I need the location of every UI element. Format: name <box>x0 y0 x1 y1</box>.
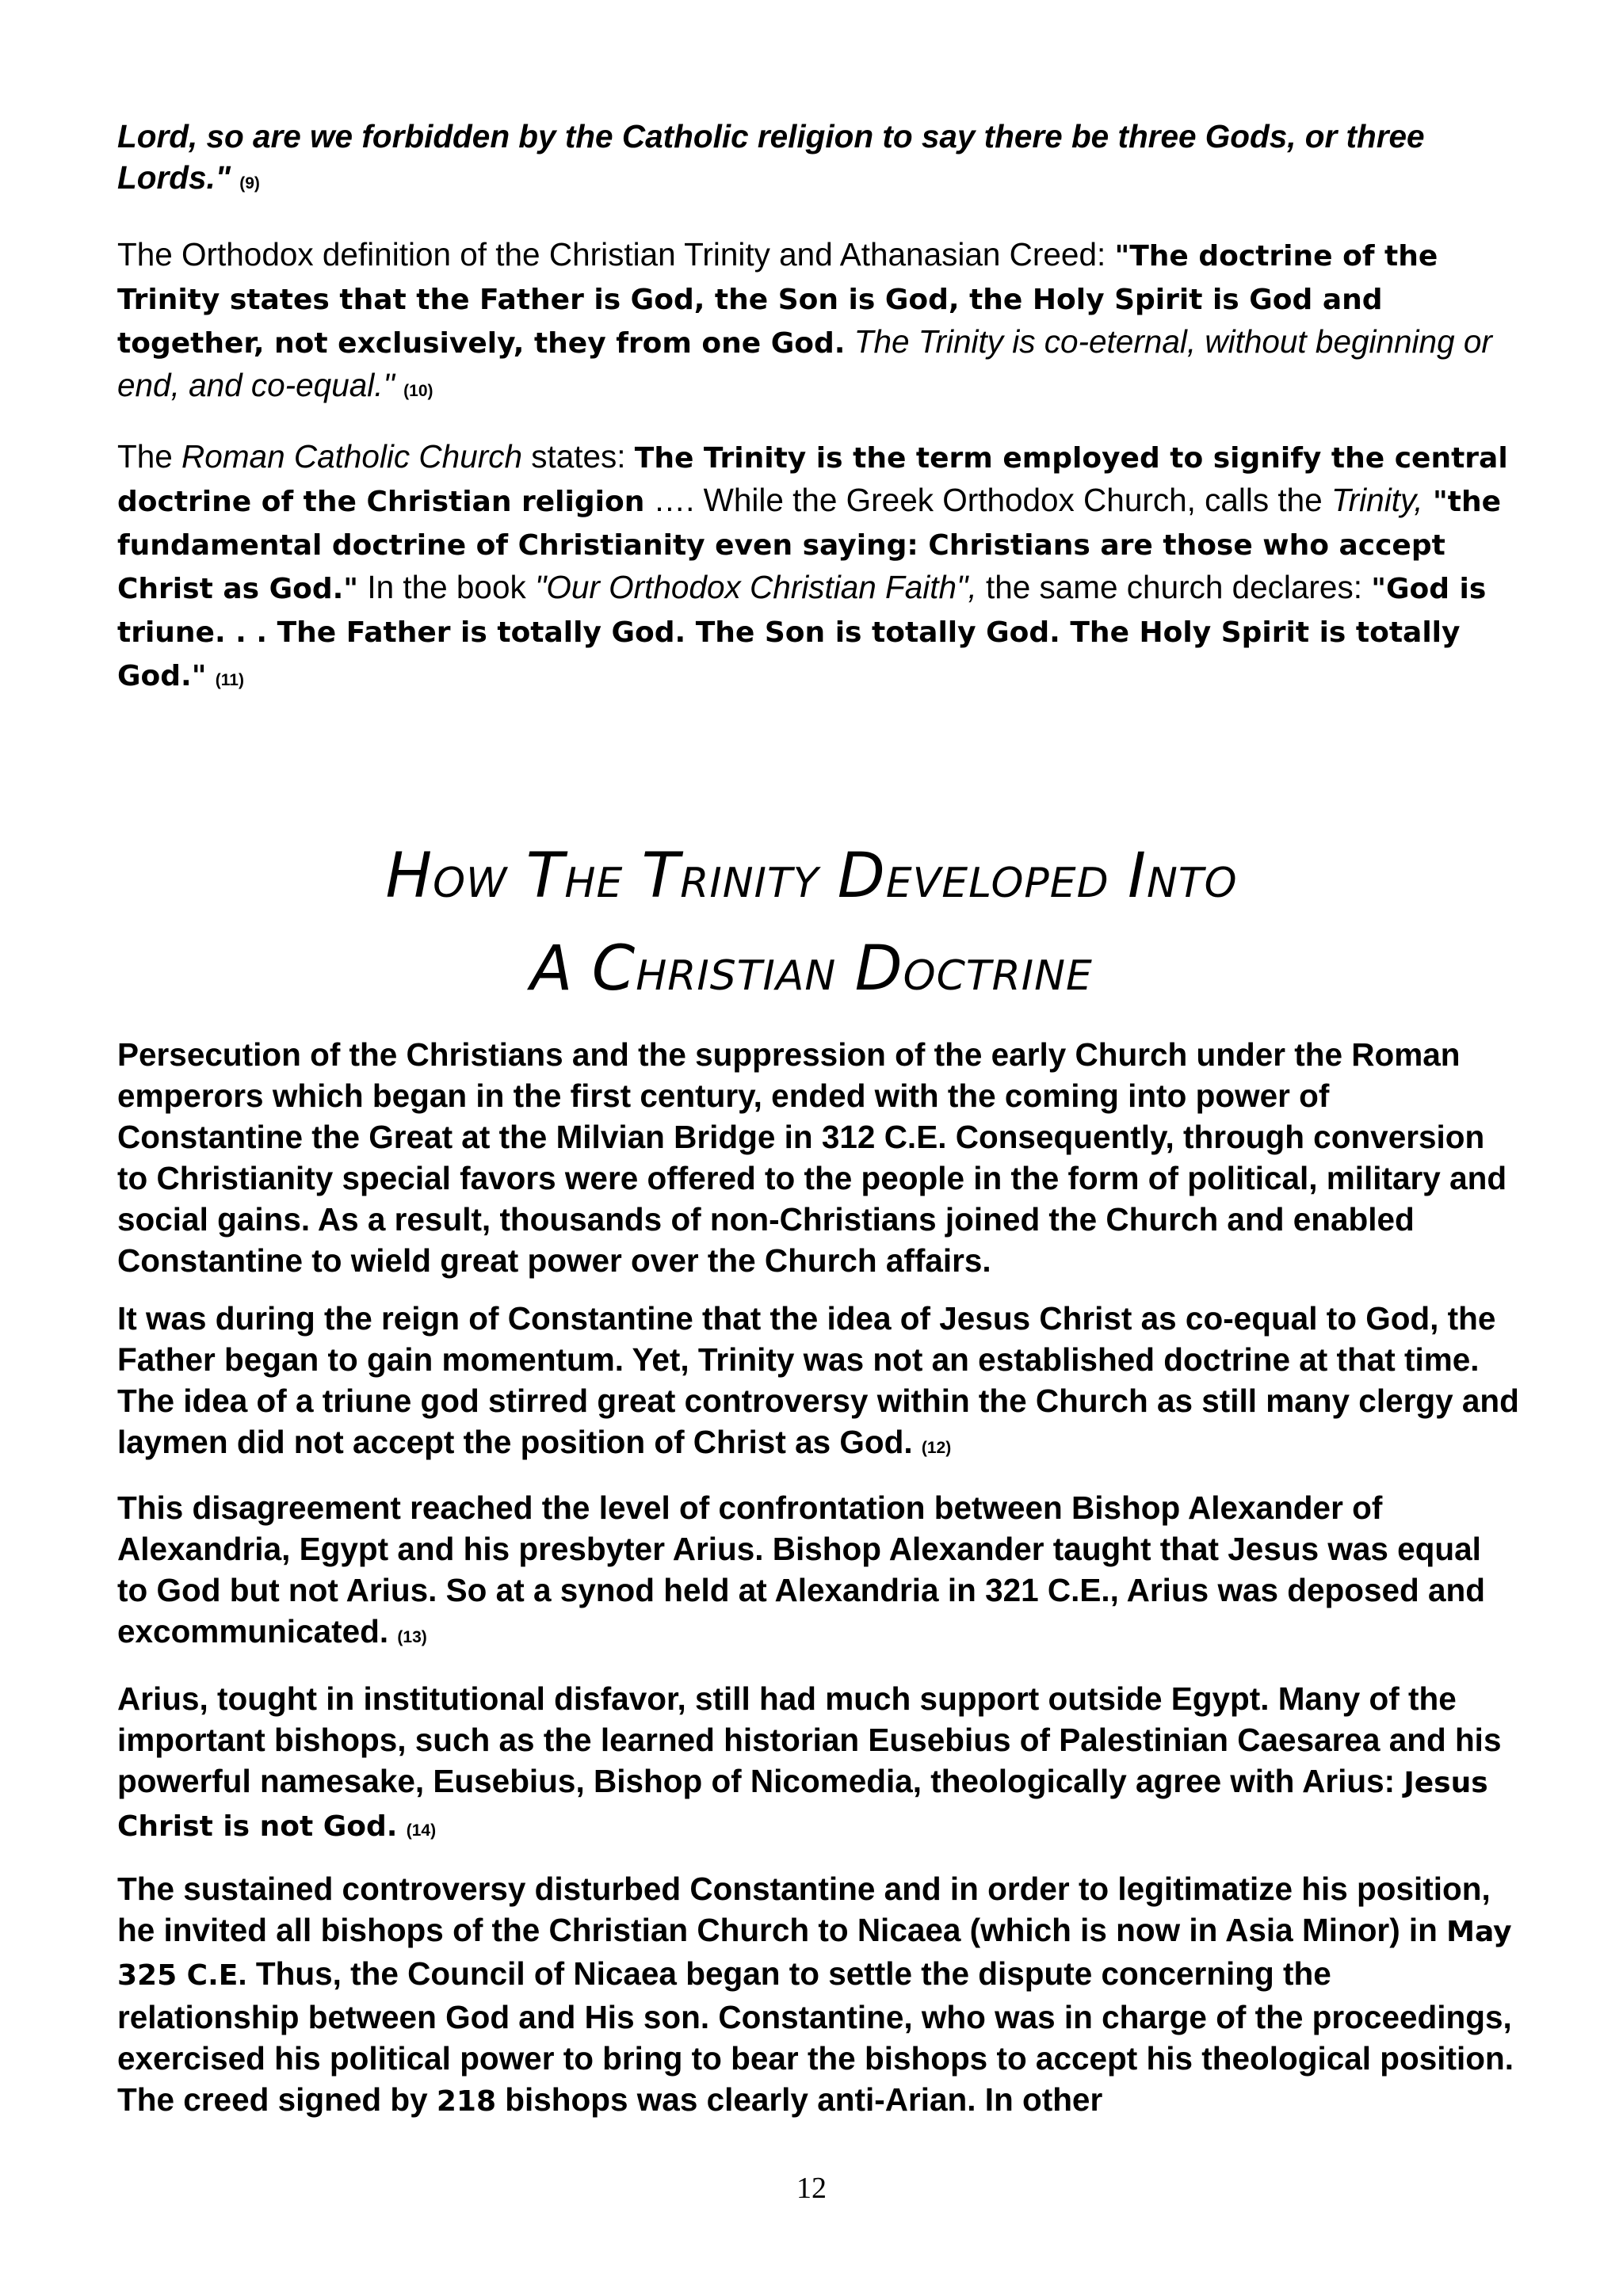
body-text: This disagreement reached the level of confrontation between Bishop Alexander of Alexandria, Egypt and his presbyter Arius. Bishop Alexander taught that Jesus was equal to God but not Arius. So at a synod held at Alexandria in 321 C.E., Arius was deposed and excommunicated. <box>117 1489 1486 1650</box>
section-heading <box>0 833 1623 1019</box>
body-text: It was during the reign of Constantine that the idea of Jesus Christ as co-equal to God, the Father began to gain momentum. Yet, Trinity was not an established doctrine at that time. The idea of a triune god stirred great controversy within the Church as still many clergy and laymen did not accept the position of Christ as God. <box>117 1300 1519 1460</box>
paragraph-reign <box>117 1298 1520 1469</box>
footnote-ref: (10) <box>403 382 433 400</box>
paragraph-quote-end <box>117 116 1520 204</box>
paragraph-arius <box>117 1678 1520 1852</box>
body-text: The sustained controversy disturbed Constantine and in order to legitimatize his position, he invited all bishops of the Christian Church to Nicaea (which is now in Asia Minor) in <box>117 1871 1491 1948</box>
paragraph-council-of-nicaea <box>117 1868 1520 2122</box>
footnote-ref: (14) <box>406 1821 437 1840</box>
body-text: . Thus, the Council of Nicaea began to settle the dispute concerning the relationship between God and His son. Constantine, who was in charge of the proceedings, exercised his political power to bring to bear the bishops to accept his theological position. The creed signed by <box>117 1955 1514 2118</box>
text-run: states: <box>521 438 635 475</box>
bold-quote: "the fundamental doctrine of Christianity even saying: Christians are those who accept Christ as God." <box>117 486 1501 605</box>
paragraph-roman-catholic <box>117 436 1520 701</box>
heading-word: THE <box>525 841 624 912</box>
body-text: Persecution of the Christians and the suppression of the early Church under the Roman emperors which began in the first century, ended with the coming into power of Constantine the Great at the Milvian Bridge in 312 C.E. Consequently, through conversion to Christianity special favors were offered to the people in the form of political, military and social gains. As a result, thousands of non-Christians joined the Church and enabled Constantine to wield great power over the Church affairs. <box>117 1036 1507 1279</box>
heading-line-2 <box>0 926 1623 1019</box>
footnote-ref: (9) <box>239 174 260 193</box>
bold-number: 218 <box>436 2085 497 2118</box>
italic-run: Trinity, <box>1331 482 1423 518</box>
paragraph-orthodox-definition <box>117 234 1520 412</box>
heading-word: INTO <box>1127 841 1238 912</box>
heading-word: DEVELOPED <box>837 841 1109 912</box>
book-title: "Our Orthodox Christian Faith", <box>534 569 977 605</box>
heading-word: DOCTRINE <box>854 933 1093 1005</box>
quote-text: Lord, so are we forbidden by the Catholic religion to say there be three Gods, or three Lords." <box>117 118 1425 196</box>
footnote-ref: (13) <box>397 1628 427 1646</box>
italic-run: Roman Catholic Church <box>181 438 522 475</box>
bold-quote: Jesus Christ is not God. <box>117 1767 1488 1843</box>
bold-quote: "God is triune. . . The Father is totally God. The Son is totally God. The Holy Spirit is totally God." <box>117 573 1487 692</box>
paragraph-persecution <box>117 1034 1520 1281</box>
heading-word: CHRISTIAN <box>591 933 837 1005</box>
paragraph-disagreement <box>117 1487 1520 1658</box>
text-run: In the book <box>358 569 535 605</box>
text-run: …. While the Greek Orthodox Church, calls the <box>644 482 1331 518</box>
bold-date: May 325 C.E <box>117 1916 1512 1992</box>
body-text: bishops was clearly anti-Arian. In other <box>496 2081 1103 2118</box>
heading-line-1 <box>0 833 1623 926</box>
heading-word: A <box>530 933 574 1005</box>
footnote-ref: (12) <box>921 1439 952 1457</box>
footnote-ref: (11) <box>215 671 244 689</box>
bold-quote: The Trinity is the term employed to signify the central doctrine of the Christian religion <box>117 442 1508 518</box>
italic-quote: The Trinity is co-eternal, without beginning or end, and co-equal." <box>117 323 1492 403</box>
text-run: The <box>117 438 182 475</box>
heading-word: HOW <box>385 841 508 912</box>
heading-word: TRINITY <box>641 841 819 912</box>
text-run: the same church declares: <box>976 569 1372 605</box>
page-number: 12 <box>796 2172 827 2205</box>
bold-quote: "The doctrine of the Trinity states that the Father is God, the Son is God, the Holy Spirit is God and together, not exclusively, they from one God. <box>117 240 1438 360</box>
text-run: The Orthodox definition of the Christian Trinity and Athanasian Creed: <box>117 236 1115 273</box>
body-text: Arius, tought in institutional disfavor, still had much support outside Egypt. Many of the important bishops, such as the learned historian Eusebius of Palestinian Caesarea and his powerful namesake, Eusebius, Bishop of Nicomedia, theologically agree with Arius: <box>117 1680 1502 1799</box>
